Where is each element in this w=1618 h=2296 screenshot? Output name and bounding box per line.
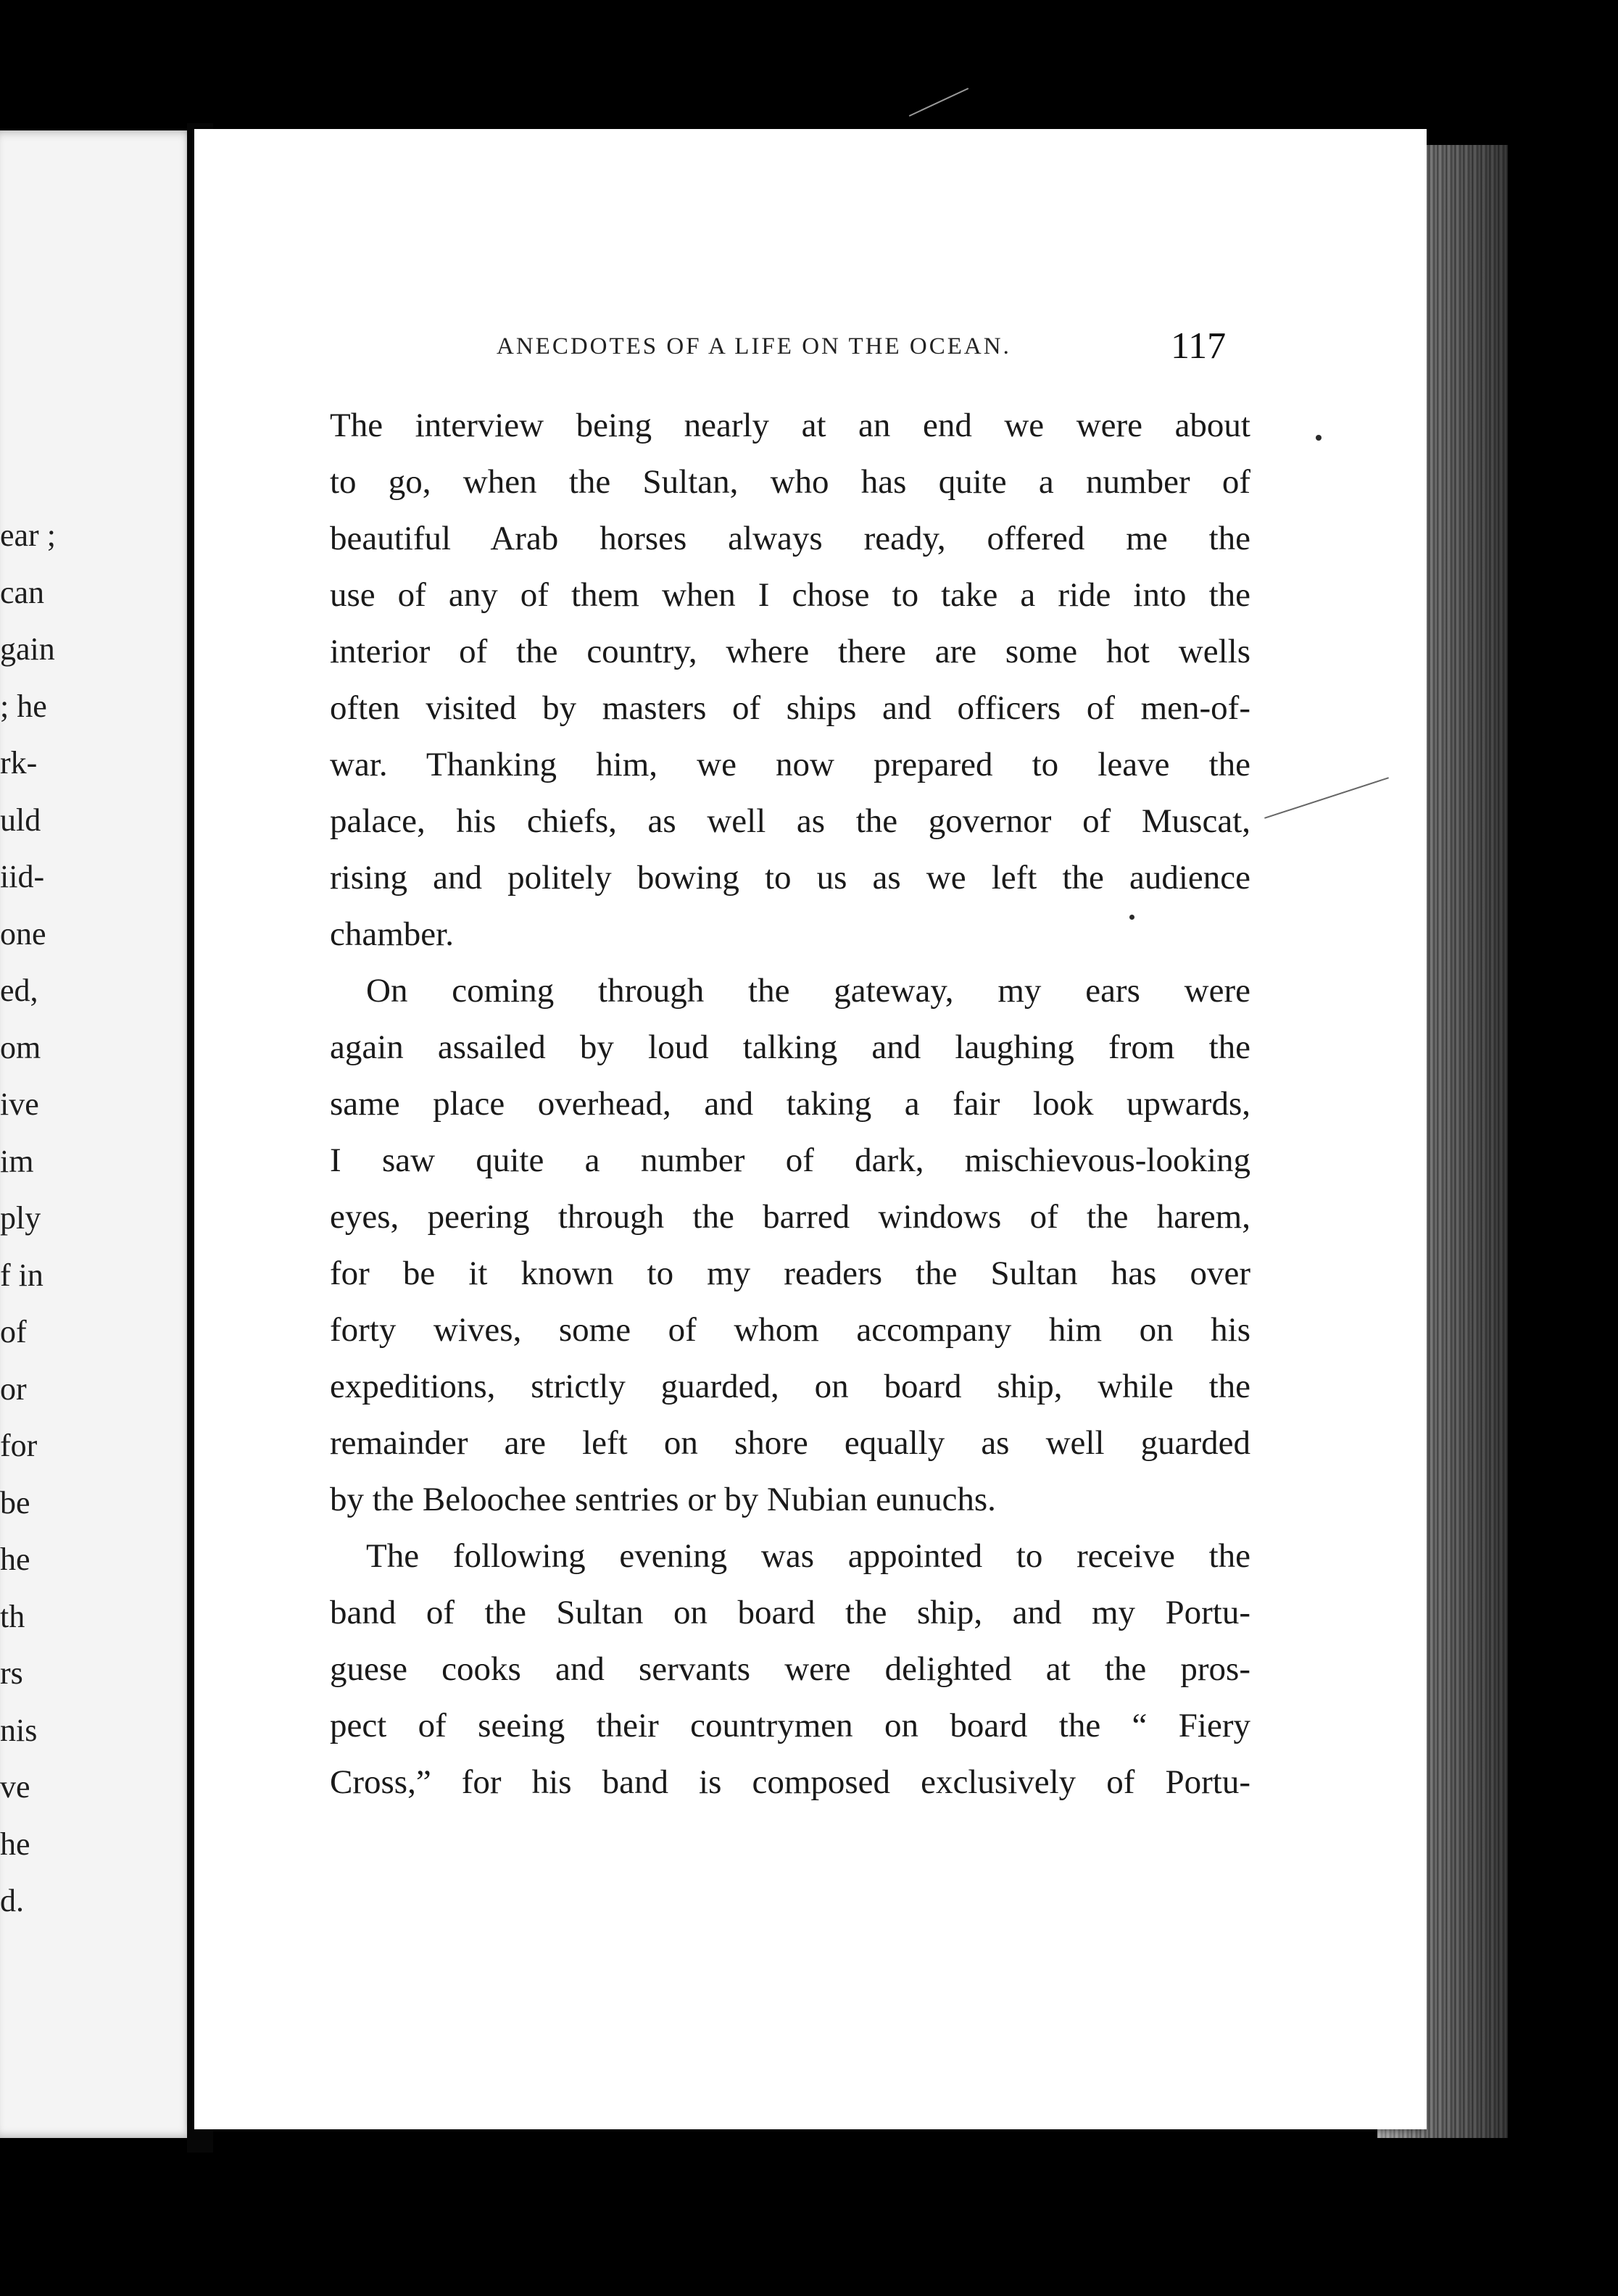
text-line: palace, his chiefs, as well as the governor of Muscat, (330, 802, 1250, 840)
text-line: remainder are left on shore equally as well guarded (330, 1424, 1250, 1462)
text-line: chamber. (330, 915, 454, 953)
text-line: same place overhead, and taking a fair look upwards, (330, 1085, 1250, 1123)
paragraph-1 (330, 397, 1250, 962)
paragraph-2 (330, 962, 1250, 1528)
left-fragment: of (0, 1314, 27, 1349)
page-number: 117 (1171, 325, 1227, 367)
left-fragment: nis (0, 1712, 38, 1748)
left-fragment: or (0, 1370, 27, 1407)
text-line: forty wives, some of whom accompany him on his (330, 1311, 1250, 1349)
running-title: ANECDOTES OF A LIFE ON THE OCEAN. (497, 333, 1011, 359)
left-fragment: iid- (0, 859, 45, 894)
text-line: beautiful Arab horses always ready, offered me the (330, 520, 1250, 557)
left-fragment: can (0, 574, 45, 610)
text-line: for be it known to my readers the Sultan has over (330, 1255, 1250, 1292)
left-page (0, 130, 196, 2138)
left-fragment: f in (0, 1257, 43, 1293)
left-fragment: rk- (0, 745, 38, 781)
scan-speck (1129, 915, 1134, 920)
text-line: I saw quite a number of dark, mischievous-looking (330, 1141, 1250, 1179)
left-fragment: he (0, 1826, 30, 1862)
text-line: often visited by masters of ships and officers of men-of- (330, 689, 1250, 727)
text-line: The following evening was appointed to receive the (366, 1537, 1250, 1575)
left-fragment: ive (0, 1086, 39, 1122)
text-line: again assailed by loud talking and laughing from the (330, 1028, 1250, 1066)
scan-scratch (909, 88, 968, 117)
paragraph-3 (330, 1528, 1250, 1810)
left-fragment: be (0, 1484, 30, 1521)
body-text (330, 397, 1250, 1810)
left-fragment: ; he (0, 688, 47, 724)
left-fragment: gain (0, 631, 55, 667)
left-fragment: ed, (0, 973, 38, 1008)
left-fragment: ve (0, 1769, 30, 1805)
left-fragment: one (0, 915, 46, 952)
text-line: interior of the country, where there are some hot wells (330, 633, 1250, 670)
text-line: pect of seeing their countrymen on board the “ Fiery (330, 1707, 1250, 1744)
text-line: rising and politely bowing to us as we left the audience (330, 859, 1250, 897)
text-line: use of any of them when I chose to take a ride into the (330, 576, 1250, 614)
text-line: Cross,” for his band is composed exclusively of Portu- (330, 1763, 1250, 1801)
left-fragment: d. (0, 1883, 24, 1918)
left-fragment: rs (0, 1655, 23, 1691)
left-fragment: ear ; (0, 517, 56, 553)
text-line: to go, when the Sultan, who has quite a number of (330, 463, 1250, 501)
left-fragment: he (0, 1542, 30, 1577)
left-page-text-fragments (0, 507, 72, 1930)
text-line: band of the Sultan on board the ship, and my Portu- (330, 1594, 1250, 1631)
scan-speck (1316, 435, 1322, 441)
running-head (497, 325, 1236, 368)
left-fragment: th (0, 1598, 25, 1634)
text-line: by the Beloochee sentries or by Nubian eunuchs. (330, 1481, 996, 1518)
text-line: war. Thanking him, we now prepared to leave the (330, 746, 1250, 783)
left-fragment: for (0, 1428, 38, 1463)
left-fragment: ply (0, 1200, 41, 1236)
text-line: On coming through the gateway, my ears were (366, 972, 1250, 1010)
text-line: expeditions, strictly guarded, on board ship, while the (330, 1368, 1250, 1405)
left-fragment: im (0, 1143, 34, 1179)
text-line: The interview being nearly at an end we were about (330, 407, 1250, 444)
text-line: eyes, peering through the barred windows of the harem, (330, 1198, 1250, 1236)
left-fragment: om (0, 1029, 41, 1065)
left-fragment: uld (0, 802, 41, 838)
text-line: guese cooks and servants were delighted at the pros- (330, 1650, 1250, 1688)
